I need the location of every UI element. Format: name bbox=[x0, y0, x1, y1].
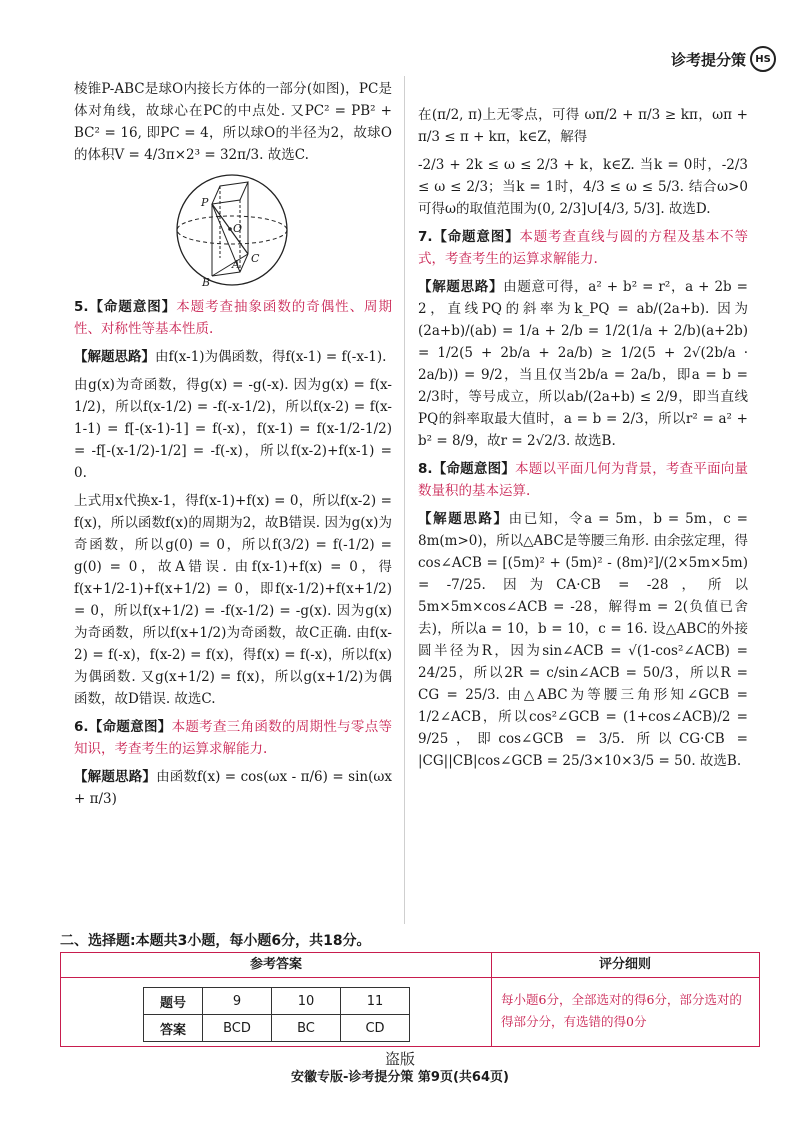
question-cell: 11 bbox=[341, 988, 410, 1015]
q6-number: 6. bbox=[74, 719, 89, 735]
q7-analysis-tag: 【解题思路】 bbox=[418, 279, 504, 295]
sphere-figure bbox=[132, 172, 332, 290]
label-o: O bbox=[233, 222, 243, 235]
right-column bbox=[418, 104, 748, 778]
q7-intent bbox=[418, 226, 748, 270]
q8-intent-text: 本题以平面几何为背景，考查平面向量数量积的基本运算. bbox=[418, 461, 749, 499]
brand-title: 诊考提分策 bbox=[670, 50, 746, 69]
answer-panel bbox=[61, 953, 492, 1046]
score-header: 评分细则 bbox=[491, 953, 759, 978]
answer-cell: BC bbox=[272, 1015, 341, 1042]
row-label-answer: 答案 bbox=[144, 1015, 203, 1042]
q6-line: 由函数f(x) = cos(ωx - π/6) = sin(ωx + π/3) bbox=[74, 769, 392, 807]
q7-line-0: 由题意可得，a² + b² = r²，a + 2b = 2，直线PQ的斜率为k_PQ = ab/(2a+b). 因为(2a+b)/(ab) = 1/a + 2/b = 1/2(1/a + 2/b)(a+2b) = 1/2(5 + 2b/a + 2a/b) ≥ 1/2(5 + 2√(2b/a · 2a/b)) = 9/2，当且仅当2b/a = 2a/b，即a = b = 2/3时，等号成立，所以ab/(2a+b) ≤ 2/9，即当直线PQ的斜率取最大值时，a = b = 2/3，所以r² = a² + b² = 8/9，故r = 2√2/3. 故选B. bbox=[418, 279, 748, 449]
answer-table bbox=[143, 987, 410, 1042]
q5-line-0: 由f(x-1)为偶函数，得f(x-1) = f(-x-1). bbox=[155, 349, 387, 365]
left-column bbox=[74, 78, 392, 816]
question-cell: 10 bbox=[272, 988, 341, 1015]
table-row bbox=[144, 988, 410, 1015]
q4-continuation: 棱锥P-ABC是球O内接长方体的一部分(如图)，PC是体对角线，故球心在PC的中点处. 又PC² = PB² + BC² = 16, 即PC = 4，所以球O的半径为2，故球O的体积V = 4/3π×2³ = 32π/3. 故选C. bbox=[74, 81, 392, 163]
footer-watermark: 盗版 bbox=[384, 1050, 415, 1068]
label-a: A bbox=[232, 258, 240, 271]
column-divider bbox=[404, 76, 405, 924]
brand-logo-text: HS bbox=[755, 53, 771, 65]
label-b: B bbox=[202, 276, 211, 289]
q6-analysis-tag: 【解题思路】 bbox=[74, 769, 157, 785]
q8-intent bbox=[418, 458, 748, 502]
q5-number: 5. bbox=[74, 299, 89, 315]
question-cell: 9 bbox=[203, 988, 272, 1015]
q8-number: 8. bbox=[418, 461, 433, 477]
score-rules: 每小题6分，全部选对的得6分，部分选对的得部分分，有选错的得0分 bbox=[501, 992, 742, 1029]
section-2-title: 二、选择题:本题共3小题，每小题6分，共18分。 bbox=[60, 933, 371, 949]
label-p: P bbox=[201, 196, 209, 209]
score-panel bbox=[491, 953, 759, 1046]
header-brand bbox=[671, 46, 776, 72]
q7-intent-text: 本题考查直线与圆的方程及基本不等式，考查考生的运算求解能力. bbox=[418, 229, 749, 267]
q5-intent bbox=[74, 296, 392, 340]
q5-analysis-1 bbox=[74, 346, 392, 368]
q7-intent-tag: 【命题意图】 bbox=[432, 229, 520, 245]
answer-box bbox=[60, 952, 760, 1047]
q7-analysis bbox=[418, 276, 748, 452]
q5-intent-tag: 【命题意图】 bbox=[88, 299, 177, 315]
q6-intent-tag: 【命题意图】 bbox=[88, 719, 172, 735]
q6-cont-0: 在(π/2, π)上无零点，可得 ωπ/2 + π/3 ≥ kπ，ωπ + π/3 ≤ π + kπ，k∈Z，解得 bbox=[418, 107, 748, 145]
q6-cont-1: -2/3 + 2k ≤ ω ≤ 2/3 + k，k∈Z. 当k = 0时，-2/3 ≤ ω ≤ 2/3；当k = 1时，4/3 ≤ ω ≤ 5/3. 结合ω>0可得ω的取值范围为(0, 2/3]∪[4/3, 5/3]. 故选D. bbox=[418, 157, 748, 217]
q8-analysis bbox=[418, 508, 748, 772]
answer-cell: CD bbox=[341, 1015, 410, 1042]
q8-intent-tag: 【命题意图】 bbox=[432, 461, 516, 477]
brand-logo-icon bbox=[750, 46, 776, 72]
q6-intent-text: 本题考查三角函数的周期性与零点等知识，考查考生的运算求解能力. bbox=[74, 719, 393, 757]
label-c: C bbox=[251, 252, 260, 265]
q5-analysis-tag: 【解题思路】 bbox=[74, 349, 155, 365]
q5-intent-text: 本题考查抽象函数的奇偶性、周期性、对称性等基本性质. bbox=[74, 299, 392, 337]
q7-number: 7. bbox=[418, 229, 433, 245]
footer-page-info: 安徽专版-诊考提分策 第9页(共64页) bbox=[291, 1070, 509, 1085]
q8-line-0: 由已知，令a = 5m，b = 5m，c = 8m(m>0)，所以△ABC是等腰三角形. 由余弦定理，得cos∠ACB = [(5m)² + (5m)² - (8m)²]/(2×5m×5m) = -7/25. 因为CA·CB = -28，所以5m×5m×cos∠ACB = -28，解得m = 2(负值已舍去)，所以a = 10，b = 10，c = 16. 设△ABC的外接圆半径为R，因为sin∠ACB = √(1-cos²∠ACB) = 24/25，所以2R = c/sin∠ACB = 50/3，所以R = CG = 25/3. 由△ABC为等腰三角形知∠GCB = 1/2∠ACB，所以cos²∠GCB = (1+cos∠ACB)/2 = 9/25，即cos∠GCB = 3/5. 所以CG·CB = |CG||CB|cos∠GCB = 25/3×10×3/5 = 50. 故选B. bbox=[418, 511, 748, 769]
answer-cell: BCD bbox=[203, 1015, 272, 1042]
q5-line-2: 上式用x代换x-1，得f(x-1)+f(x) = 0，所以f(x-2) = f(x)，所以函数f(x)的周期为2，故B错误. 因为g(x)为奇函数，所以g(0) = 0，所以f(3/2) = f(-1/2) = g(0) = 0，故A错误. 由f(x-1)+f(x) = 0，得f(x+1/2-1)+f(x+1/2) = 0，即f(x-1/2)+f(x+1/2) = 0，所以f(x+1/2) = -f(x-1/2) = -g(x). 因为g(x)为奇函数，所以f(x+1/2)为奇函数，故C正确. 由f(x-2) = f(-x)，f(x-2) = f(x)，得f(x) = f(-x)，所以f(x)为偶函数. 又g(x+1/2) = f(x)，所以g(x+1/2)为偶函数，故D错误. 故选C. bbox=[74, 493, 392, 707]
row-label-question: 题号 bbox=[144, 988, 203, 1015]
q6-intent bbox=[74, 716, 392, 760]
q6-analysis bbox=[74, 766, 392, 810]
q5-line-1: 由g(x)为奇函数，得g(x) = -g(-x). 因为g(x) = f(x-1/2)，所以f(x-1/2) = -f(-x-1/2)，所以f(x-2) = f(x-1-1) = f[-(x-1)-1] = f(-x)，f(x-1) = f(x-1/2-1/2) = -f[-(x-1/2)-1/2] = -f(-x)，所以f(x-2)+f(x-1) = 0. bbox=[74, 377, 392, 481]
q8-analysis-tag: 【解题思路】 bbox=[418, 511, 509, 527]
table-row bbox=[144, 1015, 410, 1042]
answer-header: 参考答案 bbox=[61, 953, 491, 978]
